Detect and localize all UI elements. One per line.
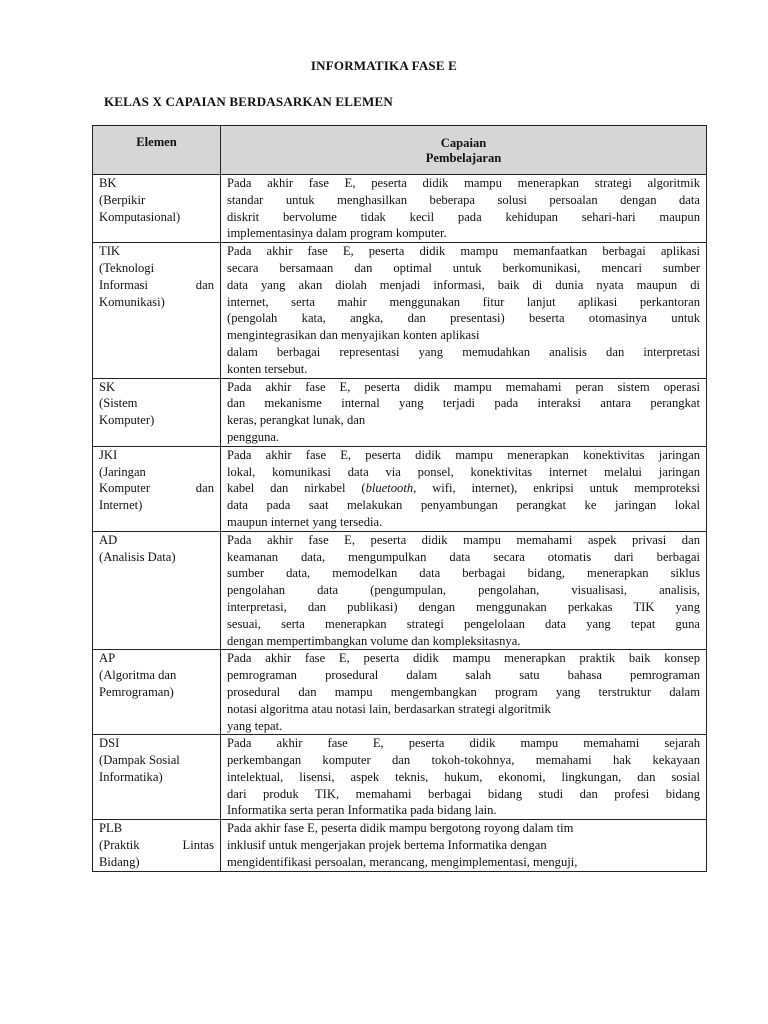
- description-line: Pada akhir fase E, peserta didik mampu memanfaatkan berbagai aplikasi: [227, 244, 700, 259]
- description-line: dari produk TIK, memahami berbagai bidang studi dan profesi bidang: [227, 786, 700, 801]
- description-line: Pada akhir fase E, peserta didik mampu bergotong royong dalam tim: [227, 821, 574, 836]
- element-code: AP: [99, 651, 116, 666]
- element-code: DSI: [99, 736, 120, 751]
- description-cell: [221, 820, 707, 871]
- description-line: sumber data, memodelkan data berbagai bidang, menerapkan siklus: [227, 566, 700, 581]
- element-name-line: Informatika): [99, 769, 163, 784]
- description-line: dalam berbagai representasi yang memudahkan analisis dan interpretasi: [227, 344, 700, 359]
- description-cell: [221, 531, 707, 650]
- description-line: secara bersamaan dan optimal untuk berkomunikasi, mencari sumber: [227, 260, 700, 275]
- element-cell: [93, 531, 221, 650]
- description-line: keamanan data, mengumpulkan data secara otomatis dari berbagai: [227, 549, 700, 564]
- description-line: Pada akhir fase E, peserta didik mampu menerapkan konektivitas jaringan: [227, 447, 700, 462]
- element-name-line: (Jaringan: [99, 464, 146, 479]
- element-name-line: Pemrograman): [99, 684, 174, 699]
- description-line: pengguna.: [227, 429, 280, 444]
- element-code: JKI: [99, 447, 118, 462]
- description-cell: [221, 243, 707, 378]
- description-line: Pada akhir fase E, peserta didik mampu memahami sejarah: [227, 736, 700, 751]
- element-name-line: Bidang): [99, 854, 140, 869]
- description-line: diskrit bervolume tidak kecil pada kehidupan sehari-hari maupun: [227, 209, 700, 224]
- capaian-table: [92, 125, 707, 872]
- table-row: [93, 735, 707, 820]
- element-name-line: (Berpikir: [99, 192, 146, 207]
- element-cell: [93, 175, 221, 243]
- italic-term: bluetooth: [365, 481, 414, 496]
- element-cell: [93, 650, 221, 735]
- table-header-row: [93, 126, 707, 175]
- description-line: inklusif untuk mengerjakan projek bertema Informatika dengan: [227, 838, 547, 853]
- description-line: implementasinya dalam program komputer.: [227, 226, 447, 241]
- element-name-line: (Dampak Sosial: [99, 753, 180, 768]
- element-cell: [93, 378, 221, 446]
- element-name-line: Komputer): [99, 413, 155, 428]
- description-line: yang tepat.: [227, 718, 283, 733]
- description-line: internet, serta mahir menggunakan fitur lanjut aplikasi perkantoran: [227, 294, 700, 309]
- description-line: data pada saat melakukan penyambungan perangkat ke jaringan lokal: [227, 498, 700, 513]
- description-line: interpretasi, dan publikasi) dengan menggunakan perkakas TIK yang: [227, 599, 700, 614]
- description-line: pengolahan data (pengumpulan, pengolahan, visualisasi, analisis,: [227, 583, 700, 598]
- description-line: (pengolah kata, angka, dan presentasi) beserta otomasinya untuk: [227, 311, 700, 326]
- description-line: dan mekanisme internal yang terjadi pada interaksi antara perangkat: [227, 396, 700, 411]
- element-name-line: (Praktik Lintas: [99, 838, 214, 853]
- element-name-line: Komputasional): [99, 209, 181, 224]
- table-row: [93, 650, 707, 735]
- element-name-line: (Sistem: [99, 396, 138, 411]
- element-name-line: Informasi dan: [99, 277, 214, 292]
- table-row: [93, 378, 707, 446]
- description-line: maupun internet yang tersedia.: [227, 514, 383, 529]
- element-name-line: (Teknologi: [99, 260, 155, 275]
- description-line: Informatika serta peran Informatika pada bidang lain.: [227, 803, 497, 818]
- description-cell: [221, 650, 707, 735]
- element-code: AD: [99, 532, 118, 547]
- description-line: mengidentifikasi persoalan, merancang, mengimplementasi, menguji,: [227, 854, 578, 869]
- description-line: Pada akhir fase E, peserta didik mampu memahami aspek privasi dan: [227, 532, 700, 547]
- description-line: pemrograman prosedural dalam salah satu bahasa pemrograman: [227, 668, 700, 683]
- description-cell: [221, 175, 707, 243]
- description-line: perkembangan komputer dan tokoh-tokohnya, memahami hak kekayaan: [227, 753, 700, 768]
- description-line: standar untuk menghasilkan beberapa solusi persoalan dengan data: [227, 192, 700, 207]
- element-code: SK: [99, 379, 116, 394]
- element-name-line: (Analisis Data): [99, 549, 176, 564]
- description-cell: [221, 446, 707, 531]
- description-line: konten tersebut.: [227, 361, 308, 376]
- element-cell: [93, 446, 221, 531]
- element-cell: [93, 243, 221, 378]
- description-line: sesuai, serta menerapkan strategi pengelolaan data yang tepat guna: [227, 616, 700, 631]
- table-row: [93, 243, 707, 378]
- element-name-line: (Algoritma dan: [99, 668, 177, 683]
- document-title: INFORMATIKA FASE E: [310, 58, 458, 73]
- description-line: intelektual, lisensi, aspek teknis, hukum, ekonomi, lingkungan, dan sosial: [227, 769, 700, 784]
- description-line: mengintegrasikan dan menyajikan konten aplikasi: [227, 328, 480, 343]
- element-code: BK: [99, 176, 117, 190]
- element-name-line: Komputer dan: [99, 481, 214, 496]
- table-row: [93, 175, 707, 243]
- description-line: Pada akhir fase E, peserta didik mampu menerapkan strategi algoritmik: [227, 176, 700, 190]
- description-cell: [221, 735, 707, 820]
- element-cell: [93, 735, 221, 820]
- element-name-line: Internet): [99, 498, 143, 513]
- table-row: [93, 820, 707, 871]
- description-line: Pada akhir fase E, peserta didik mampu memahami peran sistem operasi: [227, 379, 700, 394]
- description-line: Pada akhir fase E, peserta didik mampu menerapkan praktik baik konsep: [227, 651, 700, 666]
- description-line: lokal, komunikasi data via ponsel, konektivitas internet melalui jaringan: [227, 464, 700, 479]
- description-line: data yang akan diolah menjadi informasi, baik di dunia nyata maupun di: [227, 277, 700, 292]
- table-row: [93, 446, 707, 531]
- description-line: prosedural dan mampu mengembangkan program yang terstruktur dalam: [227, 684, 700, 699]
- document-subtitle: KELAS X CAPAIAN BERDASARKAN ELEMEN: [104, 94, 393, 109]
- description-line: kabel dan nirkabel (bluetooth, wifi, internet), enkripsi untuk memproteksi: [227, 481, 700, 496]
- header-capaian-line2: Pembelajaran: [425, 151, 502, 165]
- description-line: keras, perangkat lunak, dan: [227, 413, 366, 428]
- header-capaian-line1: Capaian: [440, 136, 487, 150]
- description-line: dengan mempertimbangkan volume dan kompleksitasnya.: [227, 633, 521, 648]
- element-cell: [93, 820, 221, 871]
- table-row: [93, 531, 707, 650]
- element-name-line: Komunikasi): [99, 294, 165, 309]
- description-cell: [221, 378, 707, 446]
- header-elemen: Elemen: [93, 126, 221, 175]
- description-line: notasi algoritma atau notasi lain, berdasarkan strategi algoritmik: [227, 701, 551, 716]
- element-code: TIK: [99, 244, 120, 259]
- element-code: PLB: [99, 821, 123, 836]
- header-capaian: [221, 126, 707, 175]
